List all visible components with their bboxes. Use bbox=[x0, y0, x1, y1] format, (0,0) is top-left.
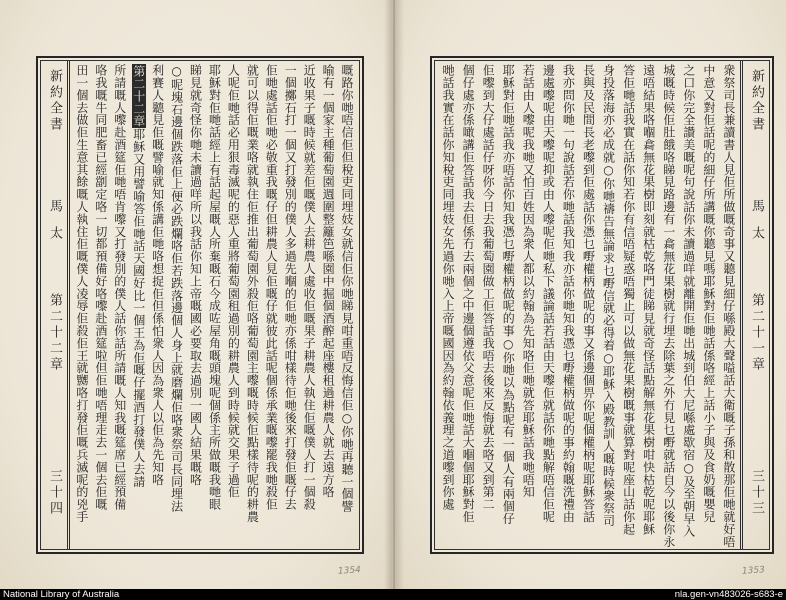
text-column bbox=[478, 64, 497, 550]
column-text: 近收果子嘅時候就差佢嘅僕人去耕農人處收佢嘅果子耕農人執住佢嘅僕人打一個殺 bbox=[302, 64, 317, 511]
column-text: 睇見就奇怪你哋未讀過咩所以我話你知上帝嘅國必要取去過別一國人結果嘅咯 bbox=[188, 64, 203, 486]
column-text: 身投落海亦必成就○你哋禱告無論求乜嘢信就必得着○耶穌入殿教訓人嘅時候衆祭司 bbox=[601, 64, 616, 527]
pencil-page-note: 1353 bbox=[741, 565, 766, 577]
column-text: 嘅路你哋唔信佢但稅吏同埋妓女就信佢你哋睇見咁重唔反悔信佢○你哋再聽一個譬 bbox=[340, 64, 354, 513]
column-text: 耶穌又用譬喻答佢哋話天國好比一個王為佢嘅仔擺酒打發僕人去請 bbox=[131, 128, 146, 488]
text-column bbox=[72, 64, 91, 550]
column-text: 邊處嚟呢由天嚟呢抑或由人嚟呢佢哋私下議論話若話由天嚟佢就話你哋點解唔信佢呢 bbox=[541, 64, 556, 523]
column-text: 答佢哋話我實在話你知若你有信唔疑惑唔獨止可以做無花果樹嘅事就算對呢座山話你起 bbox=[621, 64, 636, 536]
column-text: 長與及民間長老嚟到佢處話你憑乜嘢權柄做呢的事又係邊個畀你呢個權柄呢耶穌答話 bbox=[581, 64, 596, 523]
column-text: 中意又對佢話呢的細仔所講嘅你聽見嗎耶穌對佢哋話係咯經上話小子與及食奶嘅嬰兒 bbox=[701, 64, 716, 523]
text-column bbox=[659, 64, 678, 550]
text-column bbox=[498, 64, 517, 550]
text-column bbox=[699, 64, 718, 550]
column-text: ○呢塊石邊個跌落佢上便必跌爛咯佢若跌落邊個人身上就磨爛佢咯衆祭司長同埋法 bbox=[169, 64, 184, 513]
chapter-label: 第二十一章 bbox=[749, 293, 764, 373]
text-column bbox=[110, 64, 129, 550]
text-column bbox=[458, 64, 477, 550]
column-text: 咯我嘅牛同肥畜已經劏定咯一切都預備好咯嚟赴酒筵啦但佢哋唔理走去一個去佢嘅 bbox=[93, 64, 108, 511]
column-text: 利賽人聽見佢嘅譬喻就知係講佢哋咯想捉佢但係怕衆人因為衆人以佢為先知咯 bbox=[150, 64, 165, 486]
column-text: 遠唔結果咯嗰樖無花果樹即刻就枯乾咯門徒睇見就奇怪話點解無花果樹咁快枯乾呢耶穌 bbox=[641, 64, 656, 536]
book-title: 新約全書 bbox=[749, 69, 764, 133]
text-column bbox=[223, 64, 242, 550]
gospel-name: 馬太 bbox=[749, 199, 764, 253]
right-page-frame bbox=[430, 56, 774, 554]
column-text: 喻有一個家主種葡萄園週圍整籬笆喺園中掘個酒醡起座樓租過耕農人就去遠方咯 bbox=[321, 64, 336, 498]
column-text: 個仔處亦係噉講佢答話我去但係冇去兩個之中邊個遵依父意呢佢哋話大嗰個耶穌對佢 bbox=[461, 64, 476, 523]
text-column bbox=[719, 64, 738, 550]
text-column bbox=[148, 64, 167, 550]
text-column bbox=[619, 64, 638, 550]
text-column bbox=[538, 64, 557, 550]
text-column bbox=[639, 64, 658, 550]
text-column bbox=[280, 64, 299, 550]
text-column bbox=[299, 64, 318, 550]
column-text: 耶穌對佢哋話經上有話起屋嘅人所棄嘅石今成咗屋角嘅頭塊呢個係主所做嘅我哋眼 bbox=[207, 64, 222, 511]
text-column bbox=[599, 64, 618, 550]
page-number: 三十三 bbox=[749, 469, 764, 517]
left-page-frame bbox=[36, 56, 364, 554]
column-text: 若話由人嚟呢我哋又怕百姓因為衆人都以約翰為先知咯佢哋就答耶穌話我哋唔知 bbox=[521, 64, 536, 498]
text-column bbox=[337, 64, 356, 550]
text-column bbox=[186, 64, 205, 550]
column-text: 佢哋處話佢哋必敬重我嘅仔但耕農人見佢嘅仔就彼此話呢個係承業嘅嚟罷我哋殺佢 bbox=[264, 64, 279, 511]
column-text: 哋話我實在話你知稅吏同埋妓女先過你哋入上帝嘅國因為約翰依義理之道嚟到你處 bbox=[441, 64, 455, 511]
text-column bbox=[578, 64, 597, 550]
column-text: 人呢佢哋話必用狠毒滅呢的惡人重將葡萄園租過別的耕農人到時候就交果子過佢 bbox=[226, 64, 241, 498]
text-column bbox=[558, 64, 577, 550]
left-page-running-header bbox=[41, 61, 70, 549]
column-text: 就可以得佢嘅業咯就執住佢推出葡萄園外殺佢咯葡萄園主嚟嘅時候佢點樣待呢的耕農 bbox=[245, 64, 260, 523]
column-text: 佢嚟到大仔處話仔呀你今日去我葡萄園做工佢答話我唔去後來反悔就去咯又到第二 bbox=[481, 64, 496, 511]
book-title: 新約全書 bbox=[47, 69, 62, 133]
chapter-heading: 第二十二章 bbox=[131, 65, 146, 127]
right-page-text-columns bbox=[438, 64, 738, 546]
library-name: National Library of Australia bbox=[3, 589, 120, 600]
column-text: 城嘅時候佢肚餓咯睇見路邊有一樖無花果樹就行埋去除葉之外冇見乜嘢就話自今以後你永 bbox=[661, 64, 676, 548]
text-column bbox=[242, 64, 261, 550]
text-column bbox=[518, 64, 537, 550]
column-text: 一個擲石打一個又打發別的僕人多過先嗰的佢哋亦係咁樣待佢哋後來打發佢嘅仔去 bbox=[283, 64, 298, 511]
chapter-label: 第二十二章 bbox=[47, 293, 62, 373]
left-page-text-columns bbox=[72, 64, 356, 546]
text-column bbox=[679, 64, 698, 550]
pencil-page-note: 1354 bbox=[337, 565, 362, 577]
column-text: 衆祭司長兼讀書人見佢所做嘅奇事又聽見細仔喺殿大聲嗌話大衛嘅子孫和散那佢哋就好唔 bbox=[721, 64, 736, 548]
text-column bbox=[167, 64, 186, 550]
column-text: 我亦問你哋一句說話若你哋話我知我亦話你哋知我憑乜嘢權柄做呢的事約翰嘅洗禮由 bbox=[561, 64, 576, 523]
column-text: 所請嘅人嚟赴酒筵佢哋唔肯嚟又打發別的僕人話你話所請嘅人知我嘅筵席已經預備 bbox=[112, 64, 127, 511]
gospel-name: 馬太 bbox=[47, 199, 62, 253]
right-page-running-header bbox=[740, 61, 769, 549]
column-text: 田一個去做佢生意其餘嘅人執住佢嘅僕人凌辱佢殺佢王就嬲咯打發佢嘅兵滅呢的兇手 bbox=[74, 64, 89, 523]
text-column bbox=[438, 64, 457, 550]
page-number: 三十四 bbox=[47, 469, 62, 517]
text-column bbox=[129, 64, 148, 550]
column-text: 耶穌對佢哋話我亦唔話你知我憑乜嘢權柄做呢的事○你哋以為點呢有一個人有兩個仔 bbox=[501, 64, 516, 525]
document-identifier: nla.gen-vn483026-s683-e bbox=[674, 589, 783, 600]
text-column bbox=[261, 64, 280, 550]
text-column bbox=[318, 64, 337, 550]
book-gutter bbox=[384, 0, 404, 589]
library-footer-bar bbox=[0, 589, 786, 600]
text-column bbox=[205, 64, 224, 550]
column-text: 之口你完全讚美嘅呢句說話你未讀過咩就離開佢哋出城到伯大尼喺處歇宿○及至朝早入 bbox=[681, 64, 696, 538]
text-column bbox=[91, 64, 110, 550]
